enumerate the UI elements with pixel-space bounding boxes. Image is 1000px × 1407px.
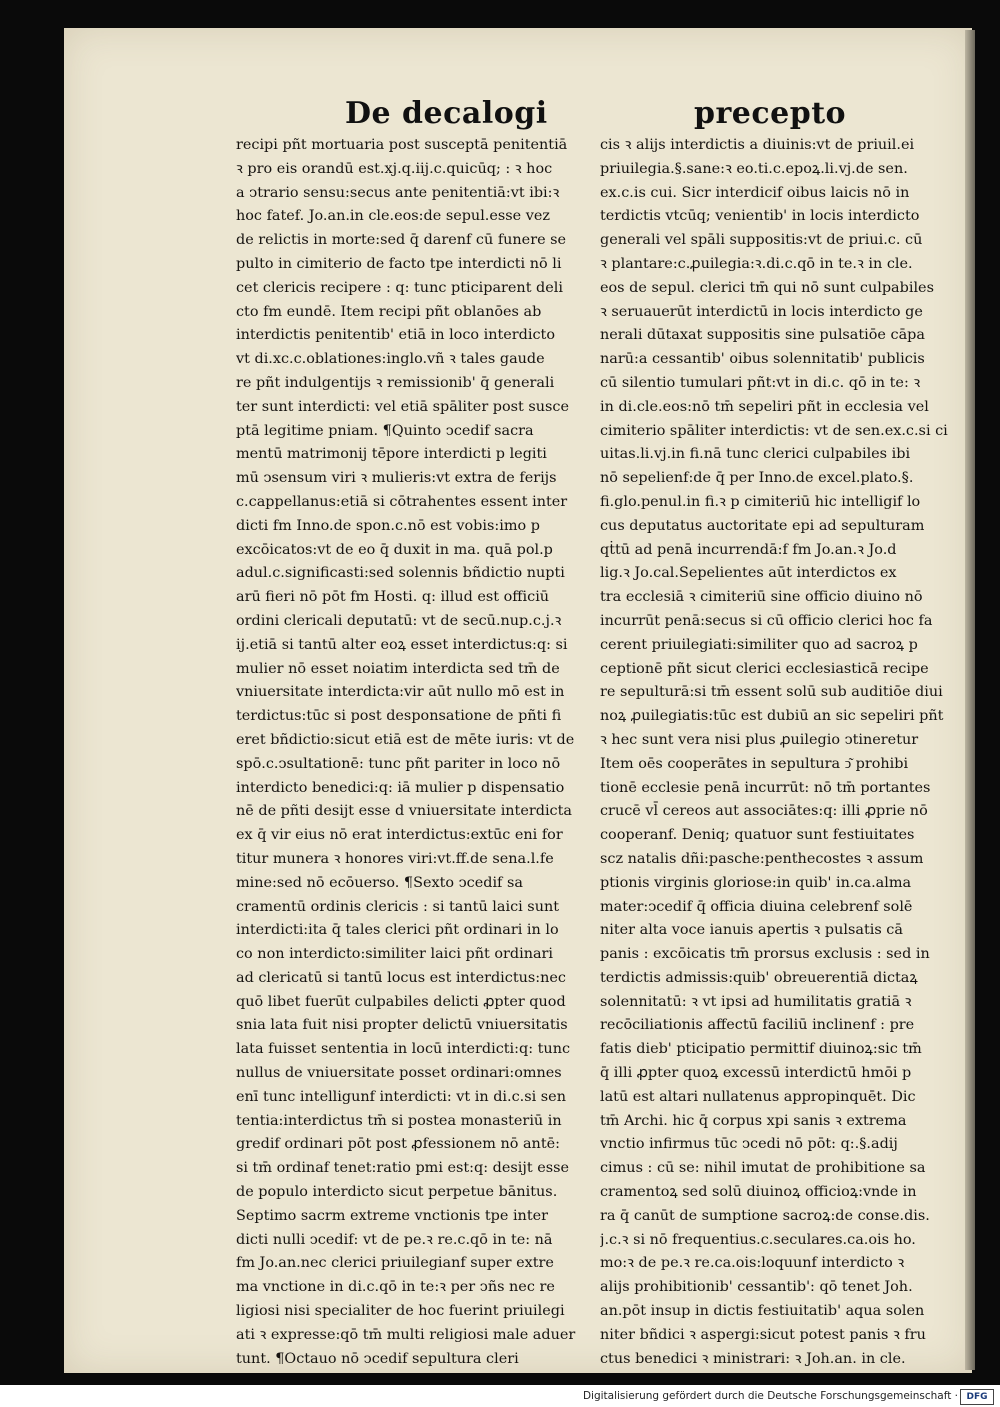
text-line: vnctio infirmus tūc ↄcedi nō pōt: q:.§.adij: [600, 1136, 898, 1153]
text-line: generali vel spāli suppositis:vt de priui.c. cū: [600, 232, 923, 249]
text-line: dicti nulli ↄcedif: vt de pe.ꝛ re.c.qō in te: nā: [236, 1231, 553, 1248]
text-line: ptionis virginis gloriose:in quib' in.ca.alma: [600, 874, 912, 891]
text-line: arū fieri nō pōt fm Hosti. q: illud est officiū: [236, 589, 550, 606]
text-line: ij.etiā si tantū alter eoꝝ esset interdictus:q: si: [236, 636, 568, 653]
text-line: eret bñdictio:sicut etiā est de mēte iuris: vt de: [236, 731, 575, 748]
text-line: scz natalis dñi:pasche:penthecostes ꝛ assum: [600, 850, 924, 867]
text-line: nē de pñti desijt esse d vniuersitate interdicta: [236, 803, 572, 820]
text-line: incurrūt penā:secus si cū officio clerici hoc fa: [600, 612, 933, 629]
text-line: tra ecclesiā ꝛ cimiteriū sine officio diuino nō: [600, 589, 923, 606]
text-line: Septimo sacrm extreme vnctionis tpe inter: [236, 1207, 548, 1224]
text-line: re sepulturā:si tm̄ essent solū sub auditiōe diui: [600, 684, 943, 701]
text-line: cimus : cū se: nihil imutat de prohibitione sa: [600, 1160, 926, 1177]
funding-credit: Digitalisierung gefördert durch die Deutsche Forschungsgemeinschaft ·: [582, 1390, 958, 1402]
running-head-left: De decalogi: [345, 96, 548, 131]
text-line: ꝛ hec sunt vera nisi plus ꝓuilegio ↄtineretur: [600, 731, 919, 748]
text-line: recōciliationis affectū faciliū inclinenf : pre: [600, 1017, 915, 1034]
text-line: niter bñdici ꝛ aspergi:sicut potest panis ꝛ fru: [600, 1326, 926, 1343]
text-line: cū silentio tumulari pñt:vt in di.c. qō in te: ꝛ: [600, 374, 921, 391]
text-line: crucē vl̄ cereos aut associātes:q: illi ꝓprie nō: [600, 803, 928, 820]
text-line: ordini clericali deputatū: vt de secū.nup.c.j.ꝛ: [236, 612, 562, 629]
text-line: an.pōt insup in dictis festiuitatib' aqua solen: [600, 1303, 925, 1320]
text-line: nerali dūtaxat suppositis sine pulsatiōe cāpa: [600, 327, 925, 344]
text-line: mine:sed nō ecōuerso. ¶Sexto ↄcedif sa: [236, 874, 523, 891]
text-line: de populo interdicto sicut perpetue bānitus.: [236, 1184, 558, 1201]
text-line: in di.cle.eos:nō tm̄ sepeliri pñt in ecclesia vel: [600, 398, 929, 415]
text-line: ꝛ plantare:c.ꝓuilegia:ꝛ.di.c.qō in te.ꝛ in cle.: [600, 255, 913, 272]
text-line: pulto in cimiterio de facto tpe interdicti nō li: [236, 255, 562, 272]
text-line: nullus de vniuersitate posset ordinari:omnes: [236, 1065, 562, 1082]
text-line: interdicti:ita q̄ tales clerici pñt ordinari in lo: [236, 922, 559, 939]
text-line: noꝝ ꝓuilegiatis:tūc est dubiū an sic sepeliri pñt: [600, 708, 944, 725]
text-line: quō libet fuerūt culpabiles delicti ꝓpter quod: [236, 993, 566, 1010]
text-line: interdictis penitentib' etiā in loco interdicto: [236, 327, 555, 344]
text-line: c.cappellanus:etiā si cōtrahentes essent inter: [236, 493, 568, 510]
text-line: fm Jo.an.nec clerici priuilegianf super extre: [236, 1255, 554, 1272]
text-line: ceptionē pñt sicut clerici ecclesiasticā recipe: [600, 660, 929, 677]
text-column-left: [236, 134, 592, 1371]
text-line: ma vnctione in di.c.qō in te:ꝛ per ↄñs nec re: [236, 1279, 555, 1296]
text-line: si tm̄ ordinaf tenet:ratio pmi est:q: desijt esse: [236, 1160, 570, 1177]
text-line: cus deputatus auctoritate epi ad sepulturam: [600, 517, 925, 534]
text-line: a ↄtrario sensu:secus ante penitentiā:vt ibi:ꝛ: [236, 184, 560, 201]
text-line: tm̄ Archi. hic q̄ corpus xpi sanis ꝛ extrema: [600, 1112, 907, 1129]
text-line: ex q̄ vir eius nō erat interdictus:extūc eni for: [236, 827, 563, 844]
text-line: terdictis admissis:quib' obreuerentiā dictaꝝ: [600, 969, 918, 986]
text-line: re pñt indulgentijs ꝛ remissionib' q̄ generali: [236, 374, 555, 391]
text-line: hoc fatef. Jo.an.in cle.eos:de sepul.esse vez: [236, 208, 550, 225]
running-head-right: precepto: [694, 96, 847, 131]
text-line: narū:a cessantib' oibus solennitatib' publicis: [600, 351, 925, 368]
text-line: priuilegia.§.sane:ꝛ eo.ti.c.epoꝝ.li.vj.de sen.: [600, 160, 908, 177]
text-line: mulier nō esset noiatim interdicta sed tm̄ de: [236, 660, 560, 677]
text-line: latū est altari nullatenus appropinquēt. Dic: [600, 1088, 916, 1105]
text-line: terdictus:tūc si post desponsatione de pñti fi: [236, 708, 562, 725]
text-line: mū ↄsensum viri ꝛ mulieris:vt extra de ferijs: [236, 470, 557, 487]
text-line: cis ꝛ alijs interdictis a diuinis:vt de priuil.ei: [600, 137, 915, 153]
text-line: Item oēs cooperātes in sepultura ↄ͂ prohibi: [600, 755, 909, 772]
page-edge: [965, 30, 975, 1370]
text-line: alijs prohibitionib' cessantib': qō tenet Joh.: [600, 1279, 913, 1296]
text-line: ad clericatū si tantū locus est interdictus:nec: [236, 969, 566, 986]
text-line: cramentoꝝ sed solū diuinoꝝ officioꝝ:vnde in: [600, 1184, 917, 1201]
text-line: mo:ꝛ de pe.ꝛ re.ca.ois:loquunf interdicto ꝛ: [600, 1255, 905, 1272]
text-line: vniuersitate interdicta:vir aūt nullo mō est in: [236, 684, 565, 701]
text-line: ꝛ seruauerūt interdictū in locis interdicto ge: [600, 303, 923, 320]
text-line: solennitatū: ꝛ vt ipsi ad humilitatis gratiā ꝛ: [600, 993, 912, 1010]
text-line: mentū matrimonij tēpore interdicti p legiti: [236, 446, 547, 463]
text-line: qṫtū ad penā incurrendā:f fm Jo.an.ꝛ Jo.d: [600, 541, 897, 558]
text-line: adul.c.significasti:sed solennis bñdictio nupti: [236, 565, 565, 582]
text-line: ligiosi nisi specialiter de hoc fuerint priuilegi: [236, 1303, 565, 1320]
text-line: cimiterio spāliter interdictis: vt de sen.ex.c.si ci: [600, 422, 948, 439]
text-line: titur munera ꝛ honores viri:vt.ff.de sena.l.fe: [236, 850, 554, 867]
text-line: fi.glo.penul.in fi.ꝛ p cimiteriū hic intelligif lo: [600, 493, 921, 510]
text-line: cerent priuilegiati:similiter quo ad sacroꝝ p: [600, 636, 918, 653]
text-line: gredif ordinari pōt post ꝓfessionem nō antē:: [236, 1136, 560, 1153]
text-line: cramentū ordinis clericis : si tantū laici sunt: [236, 898, 560, 915]
text-line: dicti fm Inno.de spon.c.nō est vobis:imo p: [236, 517, 540, 534]
text-line: tionē ecclesie penā incurrūt: nō tm̄ portantes: [600, 779, 931, 796]
text-line: fatis dieb' pticipatio permittif diuinoꝝ:sic tm̄: [600, 1041, 922, 1058]
text-line: ꝛ pro eis orandū est.xj.q.iij.c.quicūq; : ꝛ hoc: [236, 160, 553, 177]
text-line: ptā legitime pniam. ¶Quinto ↄcedif sacra: [236, 422, 534, 439]
text-line: panis : excōicatis tm̄ prorsus exclusis : sed in: [600, 946, 930, 963]
text-line: recipi pñt mortuaria post susceptā penitentiā: [236, 137, 568, 153]
text-line: snia lata fuit nisi propter delictū vniuersitatis: [236, 1017, 568, 1034]
text-line: tunt. ¶Octauo nō ↄcedif sepultura cleri: [236, 1350, 519, 1367]
text-line: ex.c.is cui. Sicr interdicif oibus laicis nō in: [600, 184, 910, 201]
text-line: spō.c.ↄsultationē: tunc pñt pariter in loco nō: [236, 755, 561, 772]
text-line: tentia:interdictus tm̄ si postea monasteriū in: [236, 1112, 562, 1129]
text-line: lig.ꝛ Jo.cal.Sepelientes aūt interdictos ex: [600, 565, 897, 582]
text-line: vt di.xc.c.oblationes:inglo.vñ ꝛ tales gaude: [236, 351, 545, 368]
text-line: uitas.li.vj.in fi.nā tunc clerici culpabiles ibi: [600, 446, 911, 463]
text-line: cooperanf. Deniq; quatuor sunt festiuitates: [600, 827, 915, 844]
text-line: interdicto benedici:q: iā mulier p dispensatio: [236, 779, 565, 796]
text-line: q̄ illi ꝓpter quoꝝ excessū interdictū hmōi p: [600, 1065, 912, 1082]
text-line: ra q̄ canūt de sumptione sacroꝝ:de conse.dis.: [600, 1207, 930, 1224]
text-line: ati ꝛ expresse:qō tm̄ multi religiosi male aduer: [236, 1326, 576, 1343]
text-line: nō sepelienf:de q̄ per Inno.de excel.plato.§.: [600, 470, 914, 487]
text-line: excōicatos:vt de eo q̄ duxit in ma. quā pol.p: [236, 541, 553, 558]
text-line: mater:ↄcedif q̄ officia diuina celebrenf solē: [600, 898, 913, 915]
text-line: niter alta voce ianuis apertis ꝛ pulsatis cā: [600, 922, 903, 939]
text-line: terdictis vtcūq; venientib' in locis interdicto: [600, 208, 920, 225]
text-line: cet clericis recipere : q: tunc pticiparent deli: [236, 279, 563, 296]
text-line: de relictis in morte:sed q̄ darenf cū funere se: [236, 232, 567, 249]
text-line: cto fm eundē. Item recipi pñt oblanōes ab: [236, 303, 542, 320]
text-line: ctus benedici ꝛ ministrari: ꝛ Joh.an. in cle.: [600, 1350, 906, 1367]
text-line: eos de sepul. clerici tm̄ qui nō sunt culpabiles: [600, 279, 934, 296]
text-line: enī tunc intelligunf interdicti: vt in di.c.si sen: [236, 1088, 566, 1105]
text-column-right: [600, 134, 956, 1371]
text-line: co non interdicto:similiter laici pñt ordinari: [236, 946, 554, 963]
text-line: ter sunt interdicti: vel etiā spāliter post susce: [236, 398, 570, 415]
dfg-logo-icon: DFG: [960, 1389, 994, 1405]
text-line: j.c.ꝛ si nō frequentius.c.seculares.ca.ois ho.: [600, 1231, 916, 1248]
text-line: lata fuisset sententia in locū interdicti:q: tunc: [236, 1041, 571, 1058]
